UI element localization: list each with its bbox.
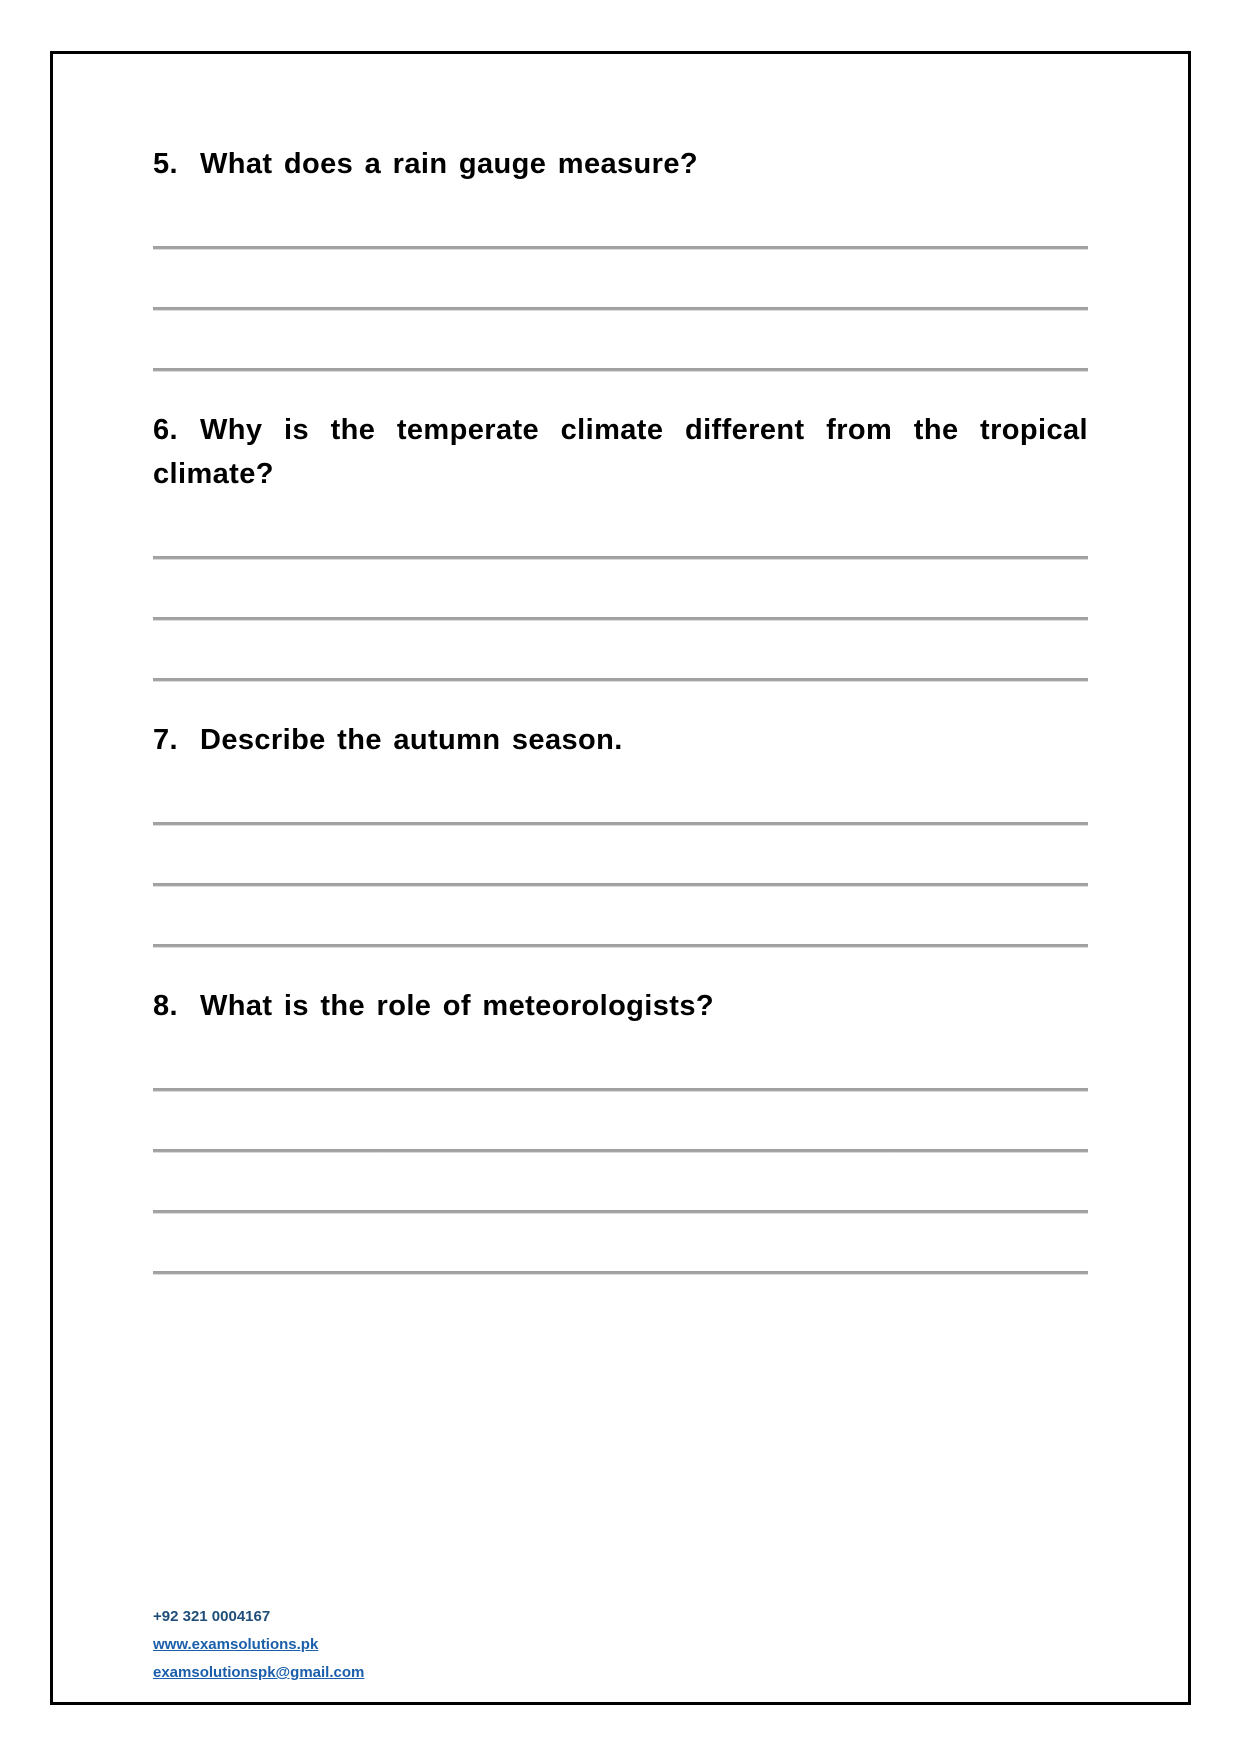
answer-line — [153, 246, 1088, 250]
question-block-6 — [153, 408, 1088, 682]
answer-line — [153, 617, 1088, 621]
footer-contact-info — [153, 1608, 364, 1680]
question-number: 6. — [153, 414, 178, 446]
answer-line — [153, 556, 1088, 560]
answer-line — [153, 368, 1088, 372]
answer-line — [153, 1210, 1088, 1214]
footer-phone: +92 321 0004167 — [153, 1608, 271, 1625]
question-block-8 — [153, 984, 1088, 1275]
question-heading-5 — [153, 142, 1088, 186]
question-number: 8. — [153, 990, 178, 1022]
question-number: 7. — [153, 724, 178, 756]
question-heading-8 — [153, 984, 1088, 1028]
answer-line — [153, 307, 1088, 311]
question-number: 5. — [153, 148, 178, 180]
answer-line — [153, 944, 1088, 948]
answer-line — [153, 678, 1088, 682]
answer-line — [153, 822, 1088, 826]
question-block-5 — [153, 142, 1088, 372]
answer-line — [153, 883, 1088, 887]
answer-line — [153, 1088, 1088, 1092]
answer-line — [153, 1149, 1088, 1153]
question-text: What does a rain gauge measure? — [200, 148, 698, 180]
page-border — [50, 51, 1191, 1705]
question-block-7 — [153, 718, 1088, 948]
question-text: Why is the temperate climate different from the tropical climate? — [153, 414, 1088, 490]
question-heading-7 — [153, 718, 1088, 762]
question-heading-6 — [153, 408, 1088, 496]
question-text: What is the role of meteorologists? — [200, 990, 714, 1022]
footer-email-link[interactable]: examsolutionspk@gmail.com — [153, 1664, 365, 1681]
question-text: Describe the autumn season. — [200, 724, 623, 756]
footer-website-link[interactable]: www.examsolutions.pk — [153, 1636, 319, 1653]
answer-line — [153, 1271, 1088, 1275]
